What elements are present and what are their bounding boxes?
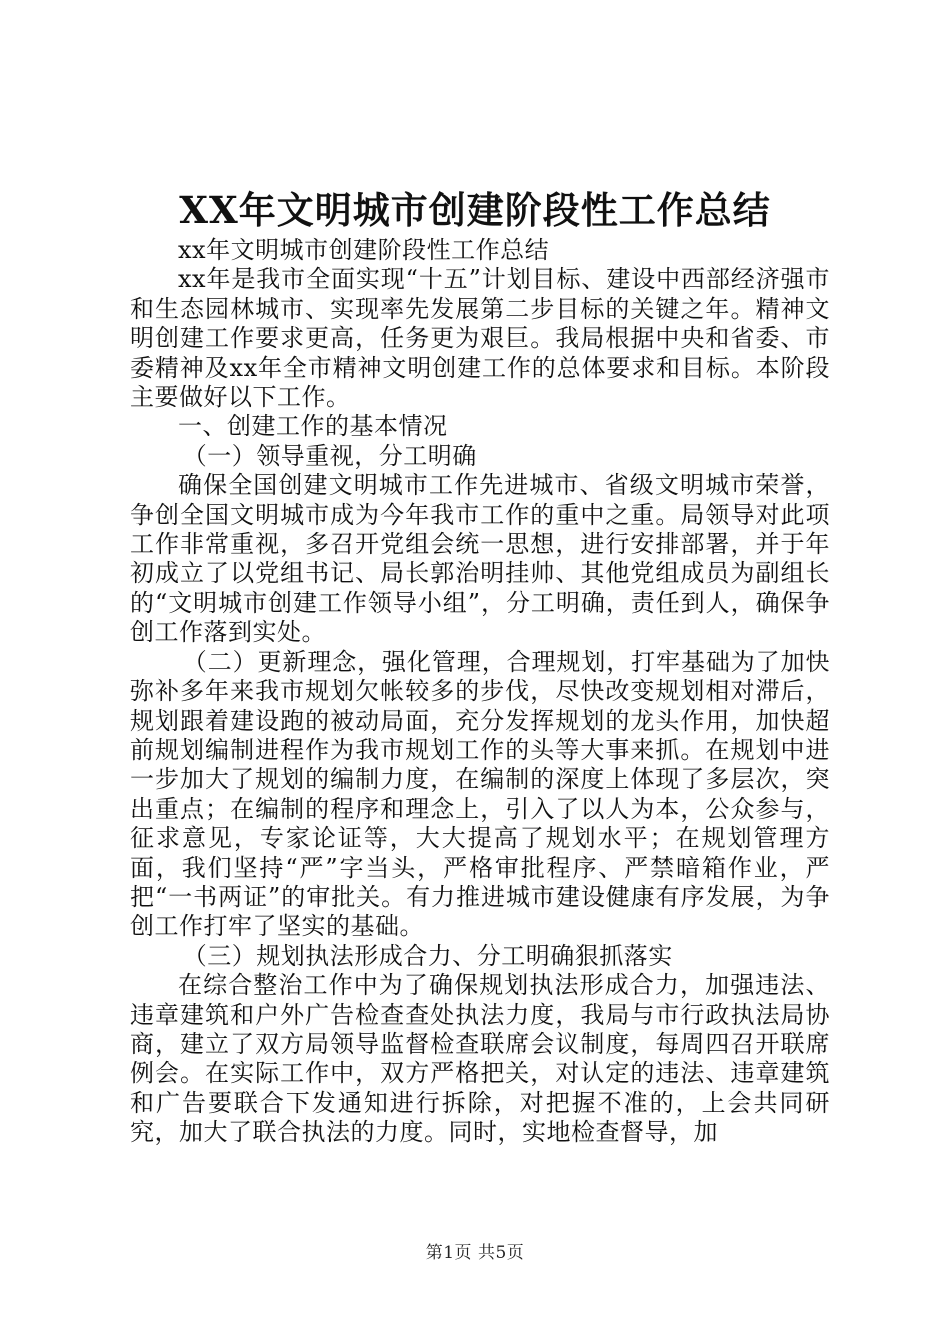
subsection-heading-1: （一）领导重视，分工明确	[182, 441, 477, 470]
paragraph-subtitle: xx年文明城市创建阶段性工作总结	[178, 236, 550, 264]
paragraph-enforcement: 在综合整治工作中为了确保规划执法形成合力，加强违法、违章建筑和户外广告检查查处执法力度，我局与市行政执法局协商，建立了双方局领导监督检查联席会议制度，每周四召开联席例会。在实际工作中，双方严格把关，对认定的违法、违章建筑和广告要联合下发通知进行拆除，对把握不准的，上会共同研究，加大了联合执法的力度。同时，实地检查督导，加	[130, 971, 830, 1147]
document-body	[130, 236, 830, 1148]
paragraph-planning: （二）更新理念，强化管理，合理规划，打牢基础为了加快弥补多年来我市规划欠帐较多的步伐，尽快改变规划相对滞后，规划跟着建设跑的被动局面，充分发挥规划的龙头作用，加快超前规划编制进程作为我市规划工作的头等大事来抓。在规划中进一步加大了规划的编制力度，在编制的深度上体现了多层次，突出重点；在编制的程序和理念上，引入了以人为本，公众参与，征求意见，专家论证等，大大提高了规划水平；在规划管理方面，我们坚持“严”字当头，严格审批程序、严禁暗箱作业，严把“一书两证”的审批关。有力推进城市建设健康有序发展，为争创工作打牢了坚实的基础。	[130, 647, 830, 941]
paragraph-leadership: 确保全国创建文明城市工作先进城市、省级文明城市荣誉，争创全国文明城市成为今年我市工作的重中之重。局领导对此项工作非常重视，多召开党组会统一思想，进行安排部署，并于年初成立了以党组书记、局长郭治明挂帅、其他党组成员为副组长的“文明城市创建工作领导小组”，分工明确，责任到人，确保争创工作落到实处。	[130, 471, 830, 647]
subsection-heading-3: （三）规划执法形成合力、分工明确狠抓落实	[182, 941, 673, 970]
document-title: XX年文明城市创建阶段性工作总结	[179, 188, 771, 232]
paragraph-intro: xx年是我市全面实现“十五”计划目标、建设中西部经济强市和生态园林城市、实现率先发展第二步目标的关键之年。精神文明创建工作要求更高，任务更为艰巨。我局根据中央和省委、市委精神及xx年全市精神文明创建工作的总体要求和目标。本阶段主要做好以下工作。	[130, 265, 830, 412]
section-heading-1: 一、创建工作的基本情况	[178, 412, 448, 441]
page-number-footer: 第1页 共5页	[425, 1243, 525, 1263]
